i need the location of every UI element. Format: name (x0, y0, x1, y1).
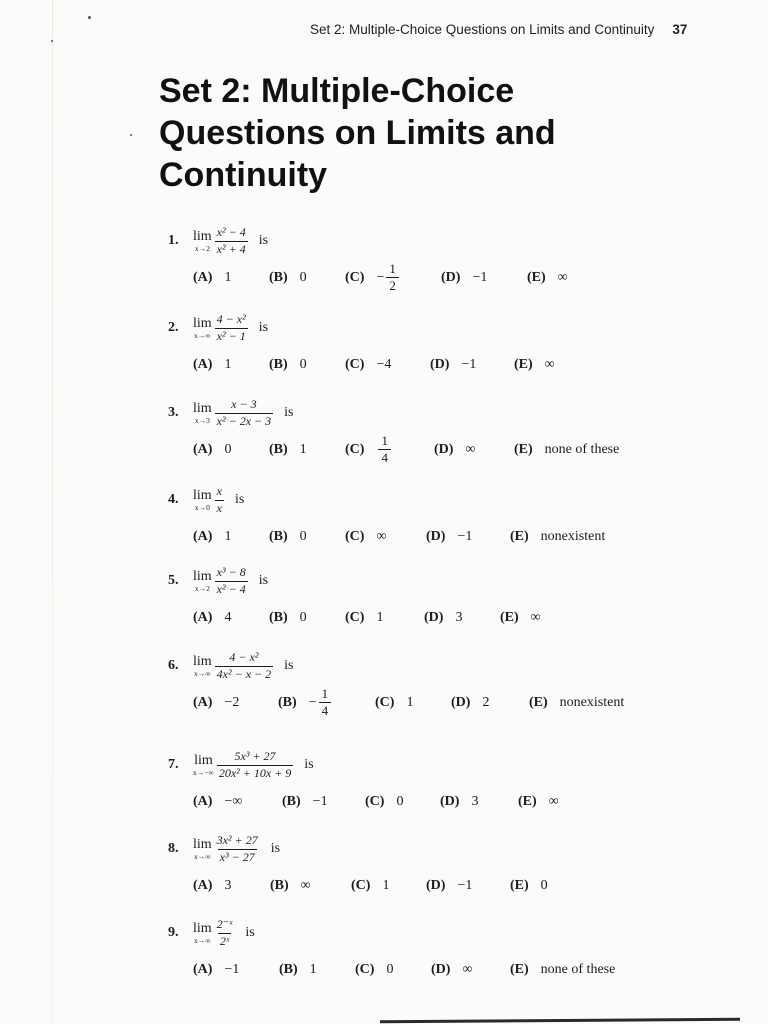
choice-value: ∞ (557, 269, 568, 285)
choice-letter: (D) (426, 877, 446, 893)
answer-choice (193, 955, 239, 985)
answer-choice (510, 955, 615, 985)
choice-value: 0 (540, 877, 548, 893)
choice-letter: (D) (434, 441, 454, 457)
numerator: 2⁻ˣ (216, 917, 233, 931)
limit-expression (215, 918, 235, 949)
limit-expression (215, 485, 224, 516)
limit-word: lim (193, 229, 212, 245)
choice-letter: (B) (282, 793, 301, 809)
choice-value: ∞ (300, 877, 311, 893)
choice-value: 4 (224, 609, 232, 625)
answer-choice (424, 603, 462, 633)
limit-word: lim (193, 569, 212, 585)
answer-choices (168, 260, 568, 294)
question-number: 2. (168, 320, 179, 336)
numerator: 5x³ + 27 (234, 749, 276, 763)
choice-letter: (D) (440, 793, 460, 809)
choice-letter: (B) (269, 441, 288, 457)
denominator: 2ˣ (219, 933, 230, 948)
choice-fraction (319, 687, 332, 719)
title-line: Continuity (159, 156, 328, 194)
choice-letter: (C) (345, 269, 365, 285)
answer-choice (269, 522, 307, 552)
numerator: 4 − x² (229, 650, 259, 664)
question-tail: is (235, 492, 245, 508)
scan-speck (88, 16, 91, 19)
limit-expression (215, 226, 248, 257)
choice-value: −1 (224, 961, 240, 977)
answer-choice (500, 603, 541, 633)
choice-value: 0 (299, 609, 307, 625)
limit-operator (193, 402, 212, 425)
choice-value: 3 (224, 877, 232, 893)
question-number: 9. (168, 925, 179, 941)
question-stem (168, 226, 268, 257)
limit-expression (215, 566, 248, 597)
question-number: 6. (168, 658, 179, 674)
scan-speck (51, 40, 53, 42)
choice-denominator: 4 (319, 702, 332, 718)
answer-choice (375, 688, 413, 718)
choice-letter: (B) (278, 694, 297, 710)
answer-choice (451, 688, 489, 718)
choice-value: −2 (224, 694, 240, 710)
choice-letter: (A) (193, 793, 213, 809)
choice-fraction (386, 262, 399, 294)
limit-expression (215, 313, 248, 344)
choice-denominator: 4 (378, 449, 391, 465)
choice-letter: (E) (510, 961, 529, 977)
question-number: 8. (168, 841, 179, 857)
choice-letter: (B) (269, 356, 288, 372)
choice-value: −1 (472, 269, 488, 285)
choice-value: 1 (406, 694, 414, 710)
choice-value: 3 (471, 793, 479, 809)
choice-letter: (D) (451, 694, 471, 710)
answer-choice (529, 688, 624, 718)
answer-choice (440, 787, 478, 817)
denominator: x² − 4 (216, 581, 246, 596)
answer-choices (168, 685, 625, 719)
answer-choices (168, 603, 541, 633)
answer-choice (193, 350, 231, 380)
choice-value: 0 (299, 356, 307, 372)
denominator: x² − 2x − 3 (216, 413, 272, 428)
answer-choice (431, 955, 472, 985)
page-edge (52, 0, 53, 1024)
choice-value: none of these (544, 441, 620, 457)
running-title: Set 2: Multiple-Choice Questions on Limits and Continuity (310, 22, 655, 37)
question-tail: is (258, 233, 269, 249)
answer-choice (514, 435, 619, 465)
choice-value: ∞ (376, 528, 387, 544)
question-stem (168, 313, 268, 344)
limit-word: lim (193, 488, 212, 504)
question-stem (168, 566, 268, 597)
question-tail: is (284, 405, 294, 421)
question-tail: is (258, 320, 269, 336)
choice-letter: (A) (193, 269, 213, 285)
choice-value: −∞ (224, 793, 243, 809)
answer-choice (282, 787, 328, 817)
choice-value: −1 (457, 528, 473, 544)
question-stem (168, 750, 314, 781)
question-tail: is (304, 757, 314, 773)
choice-value: 1 (299, 441, 307, 457)
page-number: 37 (672, 22, 688, 37)
limit-word: lim (193, 401, 212, 417)
question-number: 1. (168, 233, 179, 249)
choice-value: 1 (382, 877, 390, 893)
answer-choices (168, 522, 606, 552)
denominator: 4x² − x − 2 (216, 666, 272, 681)
choice-value: 1 (224, 269, 232, 285)
page-title (159, 70, 619, 196)
question-5 (168, 565, 541, 633)
choice-letter: (B) (269, 609, 288, 625)
limit-expression (215, 651, 273, 682)
answer-choice (193, 688, 239, 718)
answer-choice (279, 955, 317, 985)
question-tail: is (245, 925, 255, 941)
choice-denominator: 2 (386, 277, 399, 293)
choice-fraction (378, 434, 391, 466)
question-6 (168, 650, 625, 719)
answer-choice (355, 955, 393, 985)
answer-choice (269, 435, 307, 465)
choice-value: 1 (309, 961, 317, 977)
answer-choice (434, 435, 475, 465)
title-line: Set 2: Multiple-Choice (159, 72, 515, 110)
question-8 (168, 833, 548, 901)
denominator: x³ − 27 (219, 849, 255, 864)
choice-letter: (D) (430, 356, 450, 372)
limit-subscript: x→∞ (194, 852, 211, 862)
limit-word: lim (193, 654, 212, 670)
choice-value: 1 (376, 609, 384, 625)
numerator: x (216, 484, 222, 498)
limit-word: lim (194, 753, 213, 769)
question-9 (168, 917, 616, 985)
choice-letter: (D) (426, 528, 446, 544)
limit-subscript: x→2 (194, 244, 210, 254)
choice-letter: (D) (424, 609, 444, 625)
choice-letter: (A) (193, 528, 213, 544)
page-bottom-edge (380, 1018, 740, 1024)
limit-operator (193, 230, 212, 253)
limit-word: lim (193, 837, 212, 853)
answer-choice (269, 350, 307, 380)
numerator: x² − 4 (216, 225, 246, 239)
choice-value: 1 (224, 356, 232, 372)
choice-value: −4 (376, 356, 392, 372)
choice-letter: (E) (510, 877, 529, 893)
answer-choices (168, 787, 559, 817)
limit-operator (193, 655, 212, 678)
answer-choice (193, 522, 231, 552)
limit-word: lim (193, 316, 212, 332)
choice-letter: (A) (193, 441, 213, 457)
choice-numerator: 1 (389, 260, 396, 276)
answer-choice (345, 522, 386, 552)
choice-letter: (B) (270, 877, 289, 893)
answer-choice (518, 787, 559, 817)
limit-subscript: x→0 (194, 503, 210, 513)
limit-subscript: x→2 (194, 584, 210, 594)
choice-value: ∞ (465, 441, 476, 457)
answer-choice (345, 260, 399, 294)
choice-value: 0 (299, 269, 307, 285)
choice-value: −1 (461, 356, 477, 372)
choice-value: −1 (457, 877, 473, 893)
question-number: 4. (168, 492, 179, 508)
choice-value: ∞ (462, 961, 473, 977)
running-header (310, 22, 687, 37)
answer-choice (193, 787, 242, 817)
question-3 (168, 397, 620, 466)
limit-subscript: x→∞ (194, 669, 211, 679)
scan-speck (130, 134, 132, 136)
choice-value: ∞ (530, 609, 541, 625)
choice-letter: (C) (345, 441, 365, 457)
answer-choice (193, 435, 231, 465)
limit-subscript: x→∞ (194, 331, 211, 341)
answer-choice (351, 871, 389, 901)
answer-choice (441, 263, 487, 293)
choice-letter: (E) (510, 528, 529, 544)
answer-choice (345, 350, 391, 380)
choice-letter: (C) (345, 528, 365, 544)
limit-expression (215, 834, 260, 865)
denominator: x² + 4 (216, 241, 246, 256)
answer-choice (278, 685, 331, 719)
question-stem (168, 834, 280, 865)
limit-operator (193, 489, 212, 512)
question-number: 5. (168, 573, 179, 589)
question-tail: is (258, 573, 269, 589)
choice-letter: (A) (193, 356, 213, 372)
choice-letter: (E) (527, 269, 546, 285)
question-2 (168, 312, 555, 380)
choice-letter: (B) (279, 961, 298, 977)
denominator: x (216, 500, 222, 515)
choice-numerator: 1 (321, 685, 329, 701)
choice-letter: (E) (514, 356, 533, 372)
choice-value: 0 (386, 961, 394, 977)
answer-choice (345, 603, 383, 633)
answer-choice (270, 871, 311, 901)
choice-letter: (B) (269, 269, 288, 285)
choice-value: 1 (224, 528, 232, 544)
answer-choice (430, 350, 476, 380)
limit-expression (217, 750, 293, 781)
choice-value: none of these (540, 961, 616, 977)
choice-value: 0 (299, 528, 307, 544)
choice-letter: (E) (514, 441, 533, 457)
question-tail: is (270, 841, 281, 857)
question-tail: is (284, 658, 294, 674)
question-stem (168, 918, 255, 949)
choice-value: 0 (224, 441, 232, 457)
choice-value: ∞ (544, 356, 555, 372)
question-4 (168, 484, 606, 552)
answer-choice (426, 871, 472, 901)
choice-letter: (B) (269, 528, 288, 544)
choice-letter: (E) (500, 609, 519, 625)
choice-value: 2 (482, 694, 490, 710)
choice-letter: (C) (351, 877, 371, 893)
denominator: x² − 1 (216, 328, 246, 343)
answer-choice (514, 350, 555, 380)
choice-value: nonexistent (559, 694, 625, 710)
choice-value: 3 (455, 609, 463, 625)
answer-choice (426, 522, 472, 552)
answer-choices (168, 871, 548, 901)
limit-subscript: x→∞ (194, 936, 211, 946)
question-1 (168, 225, 568, 294)
answer-choice (345, 432, 391, 466)
choice-letter: (A) (193, 961, 213, 977)
answer-choice (365, 787, 403, 817)
choice-value: ∞ (548, 793, 559, 809)
limit-operator (193, 317, 212, 340)
choice-numerator: 1 (381, 432, 388, 448)
limit-operator (193, 922, 212, 945)
limit-expression (215, 398, 273, 429)
limit-word: lim (193, 921, 212, 937)
choice-letter: (D) (441, 269, 461, 285)
question-7 (168, 749, 559, 817)
question-stem (168, 485, 244, 516)
limit-subscript: x→−∞ (193, 768, 214, 778)
choice-letter: (C) (355, 961, 375, 977)
choice-value: 0 (396, 793, 404, 809)
answer-choice (527, 263, 568, 293)
choice-letter: (C) (345, 609, 365, 625)
choice-letter: (C) (345, 356, 365, 372)
limit-operator (193, 570, 212, 593)
numerator: 3x² + 27 (216, 833, 258, 847)
answer-choice (269, 263, 307, 293)
question-number: 3. (168, 405, 179, 421)
choice-letter: (C) (375, 694, 395, 710)
choice-letter: (A) (193, 877, 213, 893)
answer-choice (193, 263, 231, 293)
choice-letter: (E) (529, 694, 548, 710)
question-stem (168, 398, 293, 429)
choice-letter: (A) (193, 694, 213, 710)
answer-choice (269, 603, 307, 633)
answer-choice (510, 871, 548, 901)
limit-subscript: x→3 (194, 416, 210, 426)
answer-choice (510, 522, 605, 552)
choice-value: nonexistent (540, 528, 606, 544)
title-line: Questions on Limits and (159, 114, 556, 152)
choice-letter: (A) (193, 609, 213, 625)
limit-operator (193, 754, 214, 777)
question-number: 7. (168, 757, 179, 773)
choice-sign: − (308, 694, 317, 710)
choice-value: −1 (312, 793, 328, 809)
limit-operator (193, 838, 212, 861)
question-stem (168, 651, 293, 682)
answer-choice (193, 603, 231, 633)
answer-choices (168, 432, 620, 466)
choice-sign: − (376, 269, 385, 285)
choice-letter: (C) (365, 793, 385, 809)
numerator: x³ − 8 (216, 565, 246, 579)
denominator: 20x² + 10x + 9 (218, 765, 292, 780)
choice-letter: (D) (431, 961, 451, 977)
answer-choices (168, 955, 616, 985)
numerator: x − 3 (231, 397, 257, 411)
choice-letter: (E) (518, 793, 537, 809)
numerator: 4 − x² (216, 312, 246, 326)
answer-choices (168, 350, 555, 380)
answer-choice (193, 871, 231, 901)
